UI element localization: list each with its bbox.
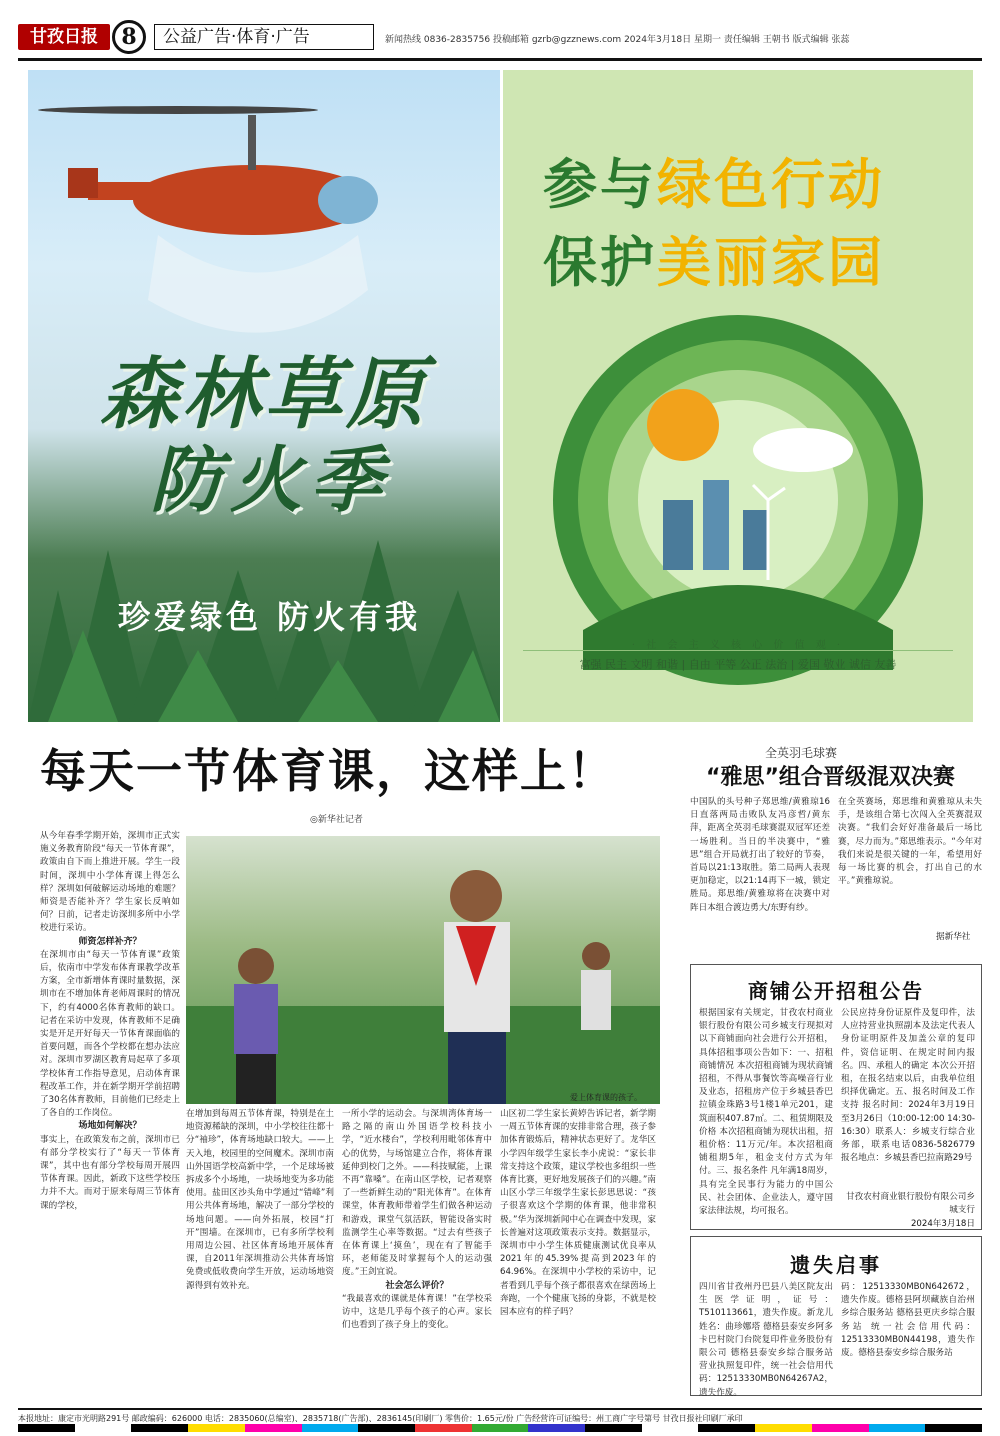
article-body-teachers: 在深圳市由“每天一节体育课”政策后，依南市中学发布体育课教学改革方案，全市新增体育课时量数据，深圳市在不增加体育老师周课时的情况下，约有4000名体育教师的缺口。记者在采访中发现，体育教师不足确实是开足开好每天一节体育课面临的首要问题，而各个学校都在想办法应对。深圳市罗湖区教育局起草了多项学校体育工作指导意见，启动体育课程改革工作，并在新学期开学前招聘了30名体育教师，目前他们已经走上了各自的工作岗位。 <box>40 949 180 1119</box>
page-footer: 本报地址：康定市光明路291号 邮政编码：626000 电话：2835060(总编室)、2835718(广告部)、2836145(印刷厂) 零售价：1.65元/份 广告经营许可证编号：州工商广字号第号 甘孜日报社印刷厂承印 <box>18 1408 982 1425</box>
article-subhead-society: 社会怎么评价？ <box>385 1280 449 1291</box>
article-byline: ◎新华社记者 <box>310 815 363 825</box>
rental-notice-col1: 根据国家有关规定，甘孜农村商业银行股份有限公司乡城支行现拟对以下商铺面向社会进行公开招租，具体招租事项公告如下：一、招租商铺情况 本次招租商铺为现状商铺招租，不得从事餐饮等高噪音行业及业态，招租房产位于乡城县香巴拉镇金珠路3号1楼1单元201，建筑面积407.87㎡。二、租赁期限及价格 本次招租商铺为现状出租，招租价格：11万元/年。本次招租商铺租期5年，租金支付方式为年付。三、报名条件 凡年满18周岁，具有完全民事行为能力的中国公民、社会团体、企业法人，遵守国家法律法规，均可报名。 <box>699 1008 833 1217</box>
green-title-2b: 美丽家园 <box>657 230 885 294</box>
article-photo <box>186 836 660 1104</box>
lost-notice-col2: 码：12513330MB0N642672，遗失作废。德格县阿坝藏族自治州乡综合服务站 德格县更庆乡综合服务站 统一社会信用代码：12513330MB0N44198，遗失作废。德格县泰安乡综合服务站 <box>841 1282 975 1359</box>
lost-notice-col1: 四川省甘孜州丹巴县八美区院友出生医学证明，证号：T510113661，遗失作废。新龙儿姓名：曲珍娜塔 德格县泰安乡阿多卡巴村院门台院复印件业务股份有限公司 德格县泰安乡综合服务站 营业执照复印件，统一社会信用代码：12513330MB0N64267A2，遗失作废。 <box>699 1282 833 1398</box>
print-color-bar <box>18 1424 982 1432</box>
badminton-headline: “雅思”组合晋级混双决赛 <box>706 765 955 790</box>
photo-caption: 爱上体育课的孩子。 <box>570 1093 642 1102</box>
article-body-tech: 一所小学的运动会。与深圳湾体育场一路之隔的南山外国语学校科技小学，“近水楼台”，学校利用毗邻体育中心的优势，与场馆建立合作，将体育课延伸到校门之外。——科技赋能，上课不再“靠嗓”。在南山区学校，记者观察了一些新鲜生动的“阳光体育”。在体育课堂，体育教师带着学生们做各种运动和游戏，课堂气氛活跃，智能设备实时监测学生心率等数据。“过去有些孩子在体育课上‘摸鱼’，现在有了智能手环，老师能及时掌握每个人的运动强度。”王剑宜说。 <box>342 1109 492 1278</box>
poster-title-line1: 森林草原 <box>100 349 429 440</box>
newspaper-logo[interactable]: 甘孜日报 <box>18 24 110 50</box>
green-title-1a: 参与 <box>543 152 657 216</box>
article-column-2: 在增加到每周五节体育课，特别是在土地资源稀缺的深圳，中小学校往往都十分“袖珍”，体育场地缺口较大。——上天入地，校园里的空间魔术。深圳市南山外国语学校高新中学，一个足球场被拆成多个小场地，一块场地变为多功能使用。盐田区沙头角中学通过“错峰”利用公共体育场地，解决了一部分学校的场地问题。——向外拓展，校园“打开”围墙。在深圳市，已有多所学校利用周边公园、社区体育场地开展体育课，自2011年深圳推动公共体育场馆免费或低收费向学生开放，运动场地资源得到有效补充。 <box>186 1109 334 1291</box>
section-title: 公益广告·体育·广告 <box>154 24 374 50</box>
core-values-heading: · 社 会 主 义 核 心 价 值 观 · <box>631 640 845 651</box>
article-body-venues: 事实上，在政策发布之前，深圳市已有部分学校实行了“每天一节体育课”，其中也有部分学校每周开展四节体育课。因此，新政下这些学校压力并不大。而对于原来每周三节体育课的学校， <box>40 1134 180 1211</box>
badminton-kicker: 全英羽毛球赛 <box>765 746 838 760</box>
article-subhead-teachers: 师资怎样补齐？ <box>78 936 142 947</box>
header-rule <box>18 58 982 61</box>
header-meta: 新闻热线 0836-2835756 投稿邮箱 gzrb@gzznews.com 2024年3月18日 星期一 责任编辑 王朝书 版式编辑 张蕊 <box>385 35 850 45</box>
poster-subtitle: 珍爱绿色 防火有我 <box>118 598 422 636</box>
article-intro: 从今年春季学期开始，深圳市正式实施义务教育阶段“每天一节体育课”，政策由自下而上推进开展。学生一段时间，深圳中小学体育课上得怎么样？深圳如何破解运动场地的难题？师资是否能补齐？学生家长反响如何？日前，记者走访深圳多所中小学校进行采访。 <box>40 831 180 934</box>
green-action-poster <box>503 70 973 722</box>
fire-prevention-poster <box>28 70 500 722</box>
rental-notice-signature: 甘孜农村商业银行股份有限公司乡城支行 <box>846 1192 975 1216</box>
article-column-1 <box>40 830 180 1402</box>
article-column-3 <box>342 1108 492 1402</box>
green-title-2a: 保护 <box>543 230 657 294</box>
badminton-column-2: 在全英赛场，郑思维和黄雅琼从未失手，是该组合第七次闯入全英赛混双决赛。“我们会好好准备最后一场比赛，尽力而为。”郑思维表示。“今年对我们来说是很关键的一年，希望用好每一场比赛的机会，打出自己的水平。”黄雅琼说。 <box>838 797 982 887</box>
poster-title-line2: 防火季 <box>150 437 391 522</box>
green-title-1b: 绿色行动 <box>657 152 885 216</box>
badminton-column-1: 中国队的头号种子郑思维/黄雅琼16日直落两局击败队友冯彦哲/黄东萍，距离全英羽毛球赛混双冠军还差一场胜利。当日的半决赛中，“雅思”组合开局就打出了较好的节奏，首局以21:13取胜。第二局两人表现更加稳定，以21:14再下一城，锁定胜局。郑思维/黄雅琼将在决赛中对阵日本组合渡边勇大/东野有纱。 <box>690 797 830 913</box>
masthead <box>0 0 1000 60</box>
lost-notice-box <box>690 1236 982 1396</box>
page-number: 8 <box>112 20 146 54</box>
children-pe-photo <box>186 836 660 1104</box>
lost-notice-title: 遗失启事 <box>790 1253 882 1277</box>
article-body-society: “我最喜欢的课就是体育课！”在学校采访中，这是几乎每个孩子的心声。家长们也看到了孩子身上的变化。 <box>342 1293 492 1331</box>
badminton-source: 据新华社 <box>936 932 971 942</box>
article-column-4: 山区初二学生家长黄婷告诉记者，新学期一周五节体育课的安排非常合理，孩子参加体育锻炼后，精神状态更好了。龙华区小学四年级学生家长李小虎说：“家长非常支持这个政策，建议学校也多组织一些体育比赛，更好地发展孩子们的兴趣。”南山区小学三年级学生家长彭思思说：“孩子很喜欢这个学期的体育课，他非常积极。”华为深圳新闻中心在调查中发现，家长普遍对这项政策表示支持。数据显示，深圳市中小学生体质健康测试优良率从2021年的45.39%提高到2023年的64.96%。在深圳中小学校的采访中，记者看到几乎每个孩子都很喜欢在绿茵场上奔跑，一个个健康飞扬的身影，不就是校园本应有的样子吗？ <box>500 1109 656 1318</box>
rental-notice-box <box>690 964 982 1230</box>
article-headline: 每天一节体育课，这样上！ <box>40 744 616 798</box>
core-values-text: 富强 民主 文明 和谐 | 自由 平等 公正 法治 | 爱国 敬业 诚信 友善 <box>579 658 897 671</box>
article-subhead-venues: 场地如何解决？ <box>78 1121 142 1132</box>
rental-notice-title: 商铺公开招租公告 <box>748 979 924 1003</box>
rental-notice-col2: 公民应持身份证原件及复印件，法人应持营业执照副本及法定代表人身份证明原件及加盖公章的复印件，资信证明、在规定时间内报名。四、承租人的确定 本次公开招租，在报名结束以后，由我单位组织择优确定。五、报名时间及工作支持 报名时间：2024年3月19日至3月26日（10:00-12:00 14:30-16:30）联系人：乡城支行综合业务部，联系电话0836-5826779 报名地点：乡城县香巴拉南路29号 <box>841 1008 976 1164</box>
eco-landscape-illustration <box>503 70 973 722</box>
rental-notice-date: 2024年3月18日 <box>910 1219 975 1229</box>
